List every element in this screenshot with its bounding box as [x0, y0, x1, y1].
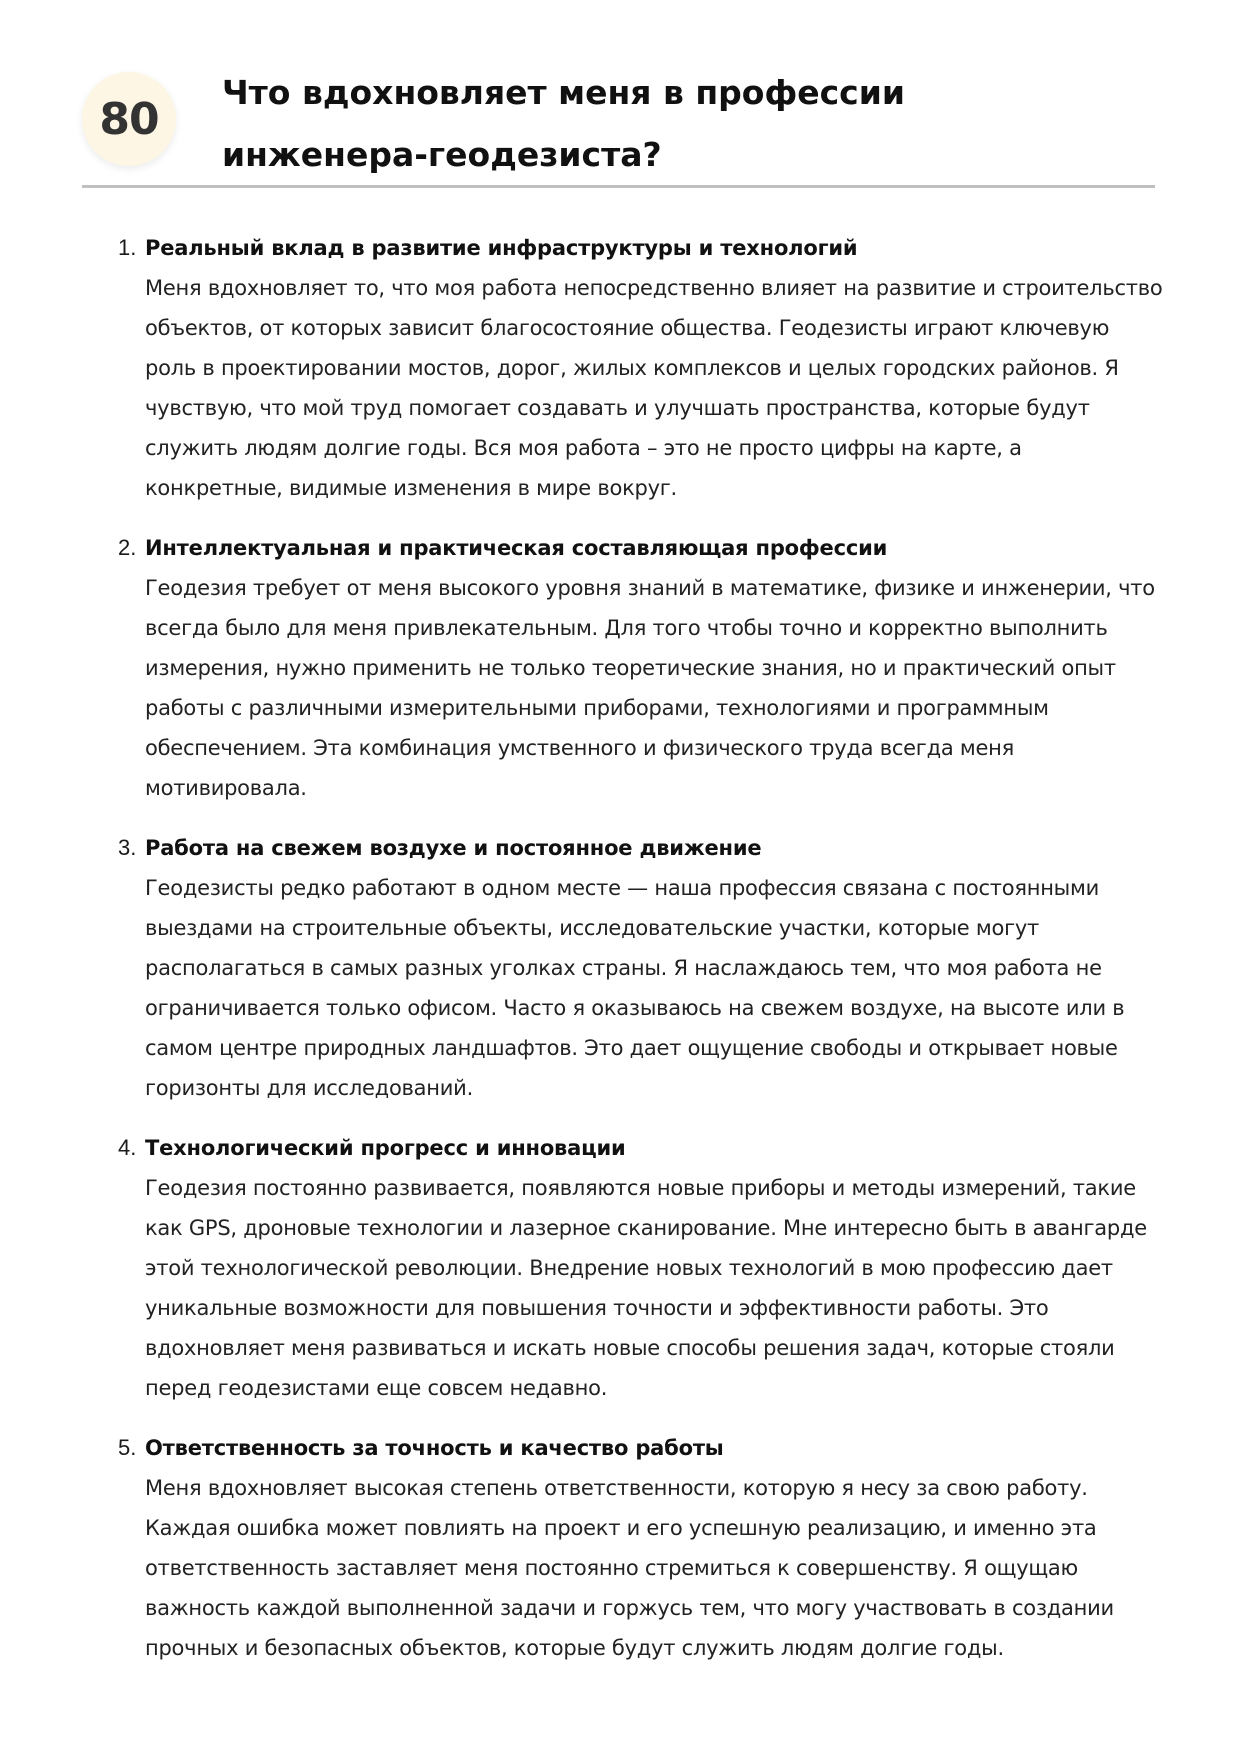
item-number: 5. [118, 1435, 137, 1460]
item-text: Геодезия требует от меня высокого уровня знаний в математике, физике и инженерии, что всегда было для меня привлекательным. Для того чтобы точно и корректно выполнить измерения, нужно применить не только теоретические знания, но и практический опыт работы с различными измерительными приборами, технологиями и программным обеспечением. Эта комбинация умственного и физического труда всегда меня мотивировала. [145, 576, 1155, 800]
item-text: Меня вдохновляет высокая степень ответственности, которую я несу за свою работу. Каждая ошибка может повлиять на проект и его успешную реализацию, и именно эта ответственность заставляет меня постоянно стремиться к совершенству. Я ощущаю важность каждой выполненной задачи и горжусь тем, что могу участвовать в создании прочных и безопасных объектов, которые будут служить людям долгие годы. [145, 1476, 1114, 1660]
item-heading: Работа на свежем воздухе и постоянное движение [145, 836, 762, 860]
list-item [118, 1128, 1165, 1408]
item-heading: Интеллектуальная и практическая составляющая профессии [145, 536, 888, 560]
item-heading: Реальный вклад в развитие инфраструктуры и технологий [145, 236, 858, 260]
item-heading: Технологический прогресс и инновации [145, 1136, 626, 1160]
item-text: Геодезия постоянно развивается, появляются новые приборы и методы измерений, такие как GPS, дроновые технологии и лазерное сканирование. Мне интересно быть в авангарде этой технологической революции. Внедрение новых технологий в мою профессию дает уникальные возможности для повышения точности и эффективности работы. Это вдохновляет меня развиваться и искать новые способы решения задач, которые стояли перед геодезистами еще совсем недавно. [145, 1176, 1147, 1400]
item-number: 3. [118, 835, 137, 860]
page-title: Что вдохновляет меня в профессии инженера-геодезиста? [222, 73, 905, 174]
list-item [118, 828, 1165, 1108]
item-heading: Ответственность за точность и качество работы [145, 1436, 724, 1460]
list-item [118, 228, 1165, 508]
page-header [82, 50, 1155, 188]
item-text: Геодезисты редко работают в одном месте — наша профессия связана с постоянными выездами на строительные объекты, исследовательские участки, которые могут располагаться в самых разных уголках страны. Я наслаждаюсь тем, что моя работа не ограничивается только офисом. Часто я оказываюсь на свежем воздухе, на высоте или в самом центре природных ландшафтов. Это дает ощущение свободы и открывает новые горизонты для исследований. [145, 876, 1125, 1100]
item-text: Меня вдохновляет то, что моя работа непосредственно влияет на развитие и строительство объектов, от которых зависит благосостояние общества. Геодезисты играют ключевую роль в проектировании мостов, дорог, жилых комплексов и целых городских районов. Я чувствую, что мой труд помогает создавать и улучшать пространства, которые будут служить людям долгие годы. Вся моя работа – это не просто цифры на карте, а конкретные, видимые изменения в мире вокруг. [145, 276, 1163, 500]
item-number: 4. [118, 1135, 137, 1160]
item-number: 1. [118, 235, 137, 260]
list-item [118, 528, 1165, 808]
item-number: 2. [118, 535, 137, 560]
content [118, 228, 1165, 1688]
page-number-badge: 80 [82, 72, 176, 166]
numbered-list [118, 228, 1165, 1668]
list-item [118, 1428, 1165, 1668]
